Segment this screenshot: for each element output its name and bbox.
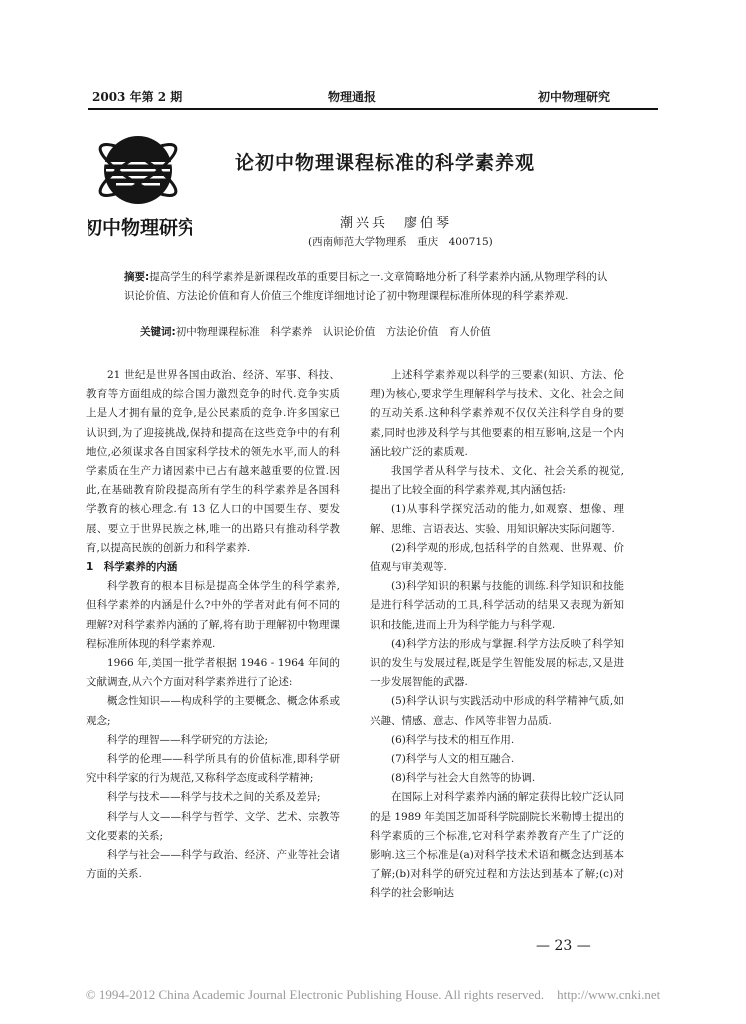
running-header-journal: 物理通报: [328, 90, 377, 104]
body-paragraph: (3)科学知识的积累与技能的训练.科学知识和技能是进行科学活动的工具,科学活动的结果又表现为新知识和技能,进而上升为科学能力与科学观.: [370, 580, 624, 631]
body-paragraph: 科学与人文——科学与哲学、文学、艺术、宗教等文化要素的关系;: [86, 810, 340, 842]
body-paragraph: 科学的伦理——科学所具有的价值标准,即科学研究中科学家的行为规范,又称科学态度或科学精神;: [86, 753, 340, 785]
body-paragraph: 1966 年,美国一批学者根据 1946 - 1964 年间的文献调查,从六个方面对科学素养进行了论述:: [86, 657, 340, 689]
body-paragraph: 在国际上对科学素养内涵的解定获得比较广泛认同的是 1989 年美国芝加哥科学院副院长米勒博士提出的科学素质的三个标准,它对科学素养教育产生了广泛的影响.这三个标准是(a)对科学技术术语和概念达到基本了解;(b)对科学的研究过程和方法达到基本了解;(c)对科学的社会影响达: [370, 791, 624, 900]
body-paragraph: (8)科学与社会大自然等的协调.: [391, 772, 536, 785]
running-header-issue: 2003 年第 2 期: [92, 90, 183, 104]
article-title: 论初中物理课程标准的科学素养观: [234, 152, 535, 174]
body-paragraph: 科学的理智——科学研究的方法论;: [107, 733, 269, 746]
body-paragraph: 我国学者从科学与技术、文化、社会关系的视觉,提出了比较全面的科学素养观,其内涵包括:: [370, 465, 624, 497]
body-paragraph: (4)科学方法的形成与掌握.科学方法反映了科学知识的发生与发展过程,既是学生智能发展的标志,又是进一步发展智能的武器.: [370, 637, 624, 689]
running-header-column: 初中物理研究: [538, 90, 611, 104]
body-paragraph: (2)科学观的形成,包括科学的自然观、世界观、价值观与审美观等.: [370, 541, 624, 574]
keywords-label: 关键词:: [140, 326, 176, 338]
body-paragraph: 科学与技术——科学与技术之间的关系及差异;: [107, 791, 321, 804]
body-paragraph: (5)科学认识与实践活动中形成的科学精神气质,如兴趣、情感、意志、作风等非智力品质.: [370, 695, 624, 727]
atom-logo-icon: [88, 128, 192, 242]
keywords-text: 初中物理课程标准 科学素养 认识论价值 方法论价值 育人价值: [175, 326, 491, 338]
body-paragraph: 科学教育的根本目标是提高全体学生的科学素养,但科学素养的内涵是什么?中外的学者对此有何不同的理解?对科学素养内涵的了解,将有助于理解初中物理课程标准所体现的科学素养观.: [86, 580, 340, 650]
body-paragraph: 21 世纪是世界各国由政治、经济、军事、科技、教育等方面组成的综合国力激烈竞争的时代.竞争实质上是人才拥有量的竞争,是公民素质的竞争.许多国家已认识到,为了迎接挑战,保持和提高在这些竞争中的有利地位,必须谋求各自国家科学技术的领先水平,而人的科学素质在生产力诸因素中已占有越来越重要的位置.因此,在基础教育阶段提高所有学生的科学素养是各国科学教育的核心理念.有 13 亿人口的中国要生存、要发展、要立于世界民族之林,唯一的出路只有推动科学教育,以提高民族的创新力和科学素养.: [86, 369, 340, 554]
article-authors: 潮兴兵 廖伯琴: [340, 216, 453, 231]
keywords: [140, 324, 620, 339]
body-paragraph: 科学与社会——科学与政治、经济、产业等社会诸方面的关系.: [86, 849, 340, 881]
body-paragraph: 上述科学素养观以科学的三要素(知识、方法、伦理)为核心,要求学生理解科学与技术、文化、社会之间的互动关系.这种科学素养观不仅仅关注科学自身的要素,同时也涉及科学与其他要素的相互影响,这是一个内涵比较广泛的素质观.: [370, 369, 624, 458]
column-logo: [88, 128, 192, 242]
body-paragraph: (1)从事科学探究活动的能力,如观察、想像、理解、思维、言语表达、实验、用知识解决实际问题等.: [370, 503, 624, 535]
body-paragraph: 概念性知识——构成科学的主要概念、概念体系或观念;: [86, 695, 340, 727]
body-paragraph: (6)科学与技术的相互作用.: [391, 733, 515, 746]
author-affiliation: (西南师范大学物理系 重庆 400715): [308, 236, 493, 248]
copyright-notice: © 1994-2012 China Academic Journal Electronic Publishing House. All rights reserved. http://www.cnki.net: [85, 987, 661, 1002]
abstract: [124, 268, 616, 305]
body-right-column: [370, 366, 624, 904]
logo-text: 初中物理研究: [88, 217, 192, 239]
abstract-text: 提高学生的科学素养是新课程改革的重要目标之一.文章简略地分析了科学素养内涵,从物理学科的认识论价值、方法论价值和育人价值三个维度详细地讨论了初中物理课程标准所体现的科学素养观.: [124, 271, 608, 302]
section-heading: 1 科学素养的内涵: [86, 561, 178, 574]
body-left-column: [86, 366, 340, 884]
page-number: — 23 —: [536, 938, 591, 954]
header-rule: [88, 108, 658, 110]
body-paragraph: (7)科学与人文的相互融合.: [391, 753, 515, 766]
abstract-label: 摘要:: [124, 271, 150, 283]
